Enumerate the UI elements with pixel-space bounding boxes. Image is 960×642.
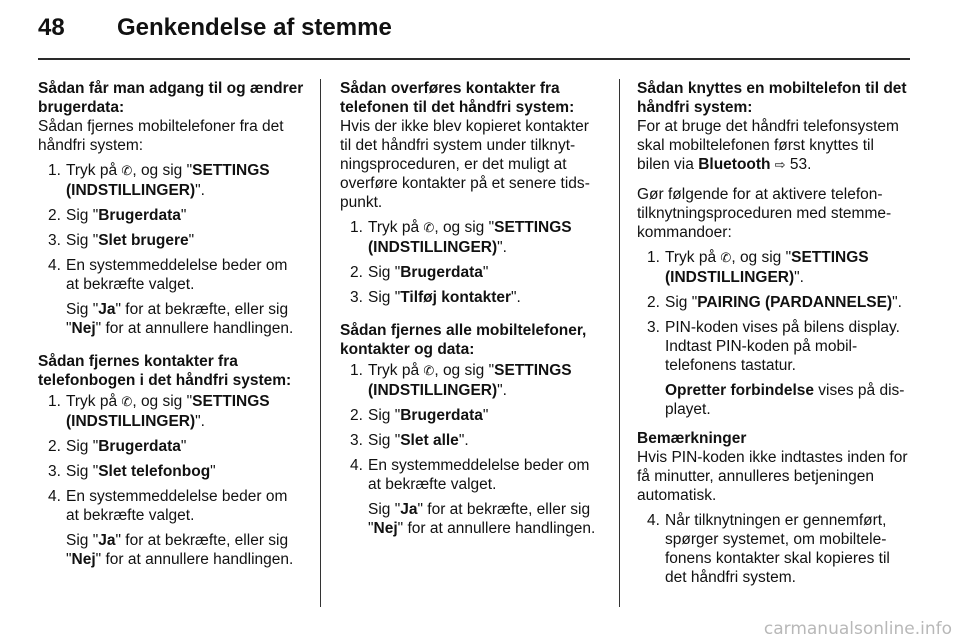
step-1 [637, 248, 909, 287]
step-number: 3. [350, 289, 363, 306]
step-2 [340, 263, 604, 282]
step-text: Tryk på [368, 362, 424, 379]
step-number: 4. [48, 257, 61, 274]
command-nej: Nej [71, 320, 96, 337]
column-2 [340, 79, 604, 538]
command-brugerdata: Brugerdata [98, 207, 181, 224]
step-text: ". [195, 182, 205, 199]
command-ja: Ja [98, 301, 116, 318]
step-text: " [482, 264, 489, 281]
command-brugerdata: Brugerdata [400, 407, 483, 424]
confirm-instruction [340, 500, 604, 538]
voice-button-icon: ✆ [423, 221, 435, 236]
step-text: Sig " [66, 438, 99, 455]
voice-button-icon: ✆ [720, 251, 732, 266]
command-ja: Ja [98, 532, 116, 549]
step-number: 1. [647, 249, 660, 266]
step-text: " for at annullere handlingen. [95, 320, 294, 337]
step-text: , og sig " [132, 393, 193, 410]
command-ja: Ja [400, 501, 418, 518]
step-text: " [188, 232, 195, 249]
command-brugerdata: Brugerdata [98, 438, 181, 455]
step-number: 3. [647, 319, 660, 336]
step-text: ". [195, 413, 205, 430]
step-text: ". [794, 269, 804, 286]
step-text: " [180, 438, 187, 455]
step-4 [637, 511, 909, 587]
command-slet-telefonbog: Slet telefonbog [98, 463, 211, 480]
step-number: 2. [350, 407, 363, 424]
step-text: " for at annullere handlingen. [95, 551, 294, 568]
section-intro [637, 117, 909, 175]
step-text: En systemmeddelelse beder om at bekræfte valget. [66, 488, 288, 524]
step-text: " for at annullere handlingen. [397, 520, 596, 537]
step-text: , og sig " [731, 249, 792, 266]
step-text: Tryk på [66, 162, 122, 179]
step-text: ". [458, 432, 469, 449]
connecting-info [637, 381, 909, 419]
step-number: 2. [48, 438, 61, 455]
step-3 [340, 288, 604, 307]
step-text: Sig " [665, 294, 698, 311]
watermark: carmanualsonline.info [763, 619, 952, 639]
column-divider-2 [619, 79, 620, 607]
command-settings: SETTINGS (INDSTILLINGER) [66, 393, 270, 430]
step-text: Sig " [66, 463, 99, 480]
section-heading-pair-phone: Sådan knyttes en mobiltelefon til det håndfri system: [637, 80, 907, 116]
step-text: Sig " [368, 501, 401, 518]
step-1 [38, 161, 304, 200]
section-heading-remove-all: Sådan fjernes alle mobiltelefoner, kontakter og data: [340, 322, 587, 358]
voice-button-icon: ✆ [121, 164, 133, 179]
step-text: Sig " [66, 232, 99, 249]
step-2 [340, 406, 604, 425]
step-1 [38, 392, 304, 431]
command-nej: Nej [373, 520, 398, 537]
step-4 [38, 256, 304, 294]
step-number: 4. [48, 488, 61, 505]
step-number: 3. [48, 463, 61, 480]
page-title: Genkendelse af stemme [117, 14, 392, 41]
command-settings: SETTINGS (INDSTILLINGER) [66, 162, 270, 199]
step-3 [637, 318, 909, 375]
step-number: 2. [647, 294, 660, 311]
step-text: PIN-koden vises på bilens display. Indtast PIN-koden på mobiltelefonens tastatur. [665, 319, 900, 374]
bluetooth-term: Bluetooth [698, 156, 771, 173]
step-number: 1. [350, 362, 363, 379]
voice-button-icon: ✆ [423, 364, 435, 379]
step-2 [637, 293, 909, 312]
step-text: Sig " [66, 532, 99, 549]
step-text: Sig " [368, 289, 401, 306]
step-text: " for at bekræfte, eller sig " [66, 532, 289, 568]
step-text: Når tilknytningen er gennemført, spørger systemet, om mobiltelefonens kontakter skal kopieres til det håndfri system. [665, 512, 890, 586]
section-heading-transfer-contacts: Sådan overføres kontakter fra telefonen til det håndfri system: [340, 80, 575, 116]
step-text: Tryk på [665, 249, 721, 266]
command-slet-alle: Slet alle [400, 432, 459, 449]
step-text: Sig " [368, 407, 401, 424]
step-1 [340, 218, 604, 257]
paragraph-activate: Gør følgende for at aktivere telefontilknytningsproceduren med stemmekommandoer: [637, 186, 892, 241]
section-intro: Sådan fjernes mobiltelefoner fra det håndfri system: [38, 118, 284, 154]
step-text: Sig " [368, 264, 401, 281]
step-number: 4. [350, 457, 363, 474]
confirm-instruction [38, 300, 304, 338]
step-2 [38, 437, 304, 456]
step-text: ". [497, 239, 507, 256]
step-text: Tryk på [368, 219, 424, 236]
section-heading-remove-contacts: Sådan fjernes kontakter fra telefonbogen i det håndfri system: [38, 353, 292, 389]
step-text: , og sig " [434, 219, 495, 236]
step-number: 3. [350, 432, 363, 449]
step-number: 1. [48, 162, 61, 179]
voice-button-icon: ✆ [121, 395, 133, 410]
step-text: ". [497, 382, 507, 399]
step-text: ". [511, 289, 521, 306]
note-text: Hvis PIN-koden ikke indtastes inden for få minutter, annulleres betjeningen automatisk. [637, 449, 908, 504]
column-divider-1 [320, 79, 321, 607]
section-heading-access-user-data: Sådan får man adgang til og ændrer brugerdata: [38, 80, 304, 116]
step-text: Sig " [66, 207, 99, 224]
step-text: " for at bekræfte, eller sig " [66, 301, 289, 337]
step-text: vises på displayet. [665, 382, 905, 418]
step-3 [38, 462, 304, 481]
step-text: , og sig " [434, 362, 495, 379]
step-number: 1. [48, 393, 61, 410]
command-nej: Nej [71, 551, 96, 568]
column-1 [38, 79, 304, 569]
step-number: 2. [350, 264, 363, 281]
command-slet-brugere: Slet brugere [98, 232, 189, 249]
step-text: Sig " [368, 432, 401, 449]
command-settings: SETTINGS (INDSTILLINGER) [368, 219, 572, 256]
intro-text: For at bruge det håndfri telefonsystem skal mobiltelefonen først knyttes til bilen via [637, 118, 899, 173]
command-tilfoej-kontakter: Tilføj kontakter [400, 289, 512, 306]
step-text: En systemmeddelelse beder om at bekræfte valget. [66, 257, 288, 293]
step-text: " [482, 407, 489, 424]
step-3 [38, 231, 304, 250]
command-brugerdata: Brugerdata [400, 264, 483, 281]
step-number: 4. [647, 512, 660, 529]
step-2 [38, 206, 304, 225]
page-reference[interactable]: 53. [785, 156, 812, 173]
step-text: " [210, 463, 216, 480]
step-3 [340, 431, 604, 450]
step-text: , og sig " [132, 162, 193, 179]
confirm-instruction [38, 531, 304, 569]
step-text: " for at bekræfte, eller sig " [368, 501, 591, 537]
step-text: En systemmeddelelse beder om at bekræfte valget. [368, 457, 590, 493]
step-1 [340, 361, 604, 400]
step-number: 2. [48, 207, 61, 224]
step-4 [38, 487, 304, 525]
step-number: 3. [48, 232, 61, 249]
note-heading: Bemærkninger [637, 430, 747, 447]
page-number: 48 [38, 14, 65, 41]
column-3 [637, 79, 909, 587]
command-settings: SETTINGS (INDSTILLINGER) [665, 249, 869, 286]
page-ref-arrow-icon: ⇨ [770, 158, 786, 173]
status-connecting: Opretter forbindelse [665, 382, 814, 399]
step-4 [340, 456, 604, 494]
header-rule [38, 58, 910, 60]
section-intro: Hvis der ikke blev kopieret kontakter til det håndfri system under tilknytningsproceduren, er det muligt at overføre kontakter på et senere tidspunkt. [340, 118, 590, 211]
step-text: Sig " [66, 301, 99, 318]
step-text: Tryk på [66, 393, 122, 410]
step-number: 1. [350, 219, 363, 236]
command-pairing: PAIRING (PARDANNELSE) [697, 294, 893, 311]
command-settings: SETTINGS (INDSTILLINGER) [368, 362, 572, 399]
step-text: " [180, 207, 187, 224]
step-text: ". [892, 294, 902, 311]
